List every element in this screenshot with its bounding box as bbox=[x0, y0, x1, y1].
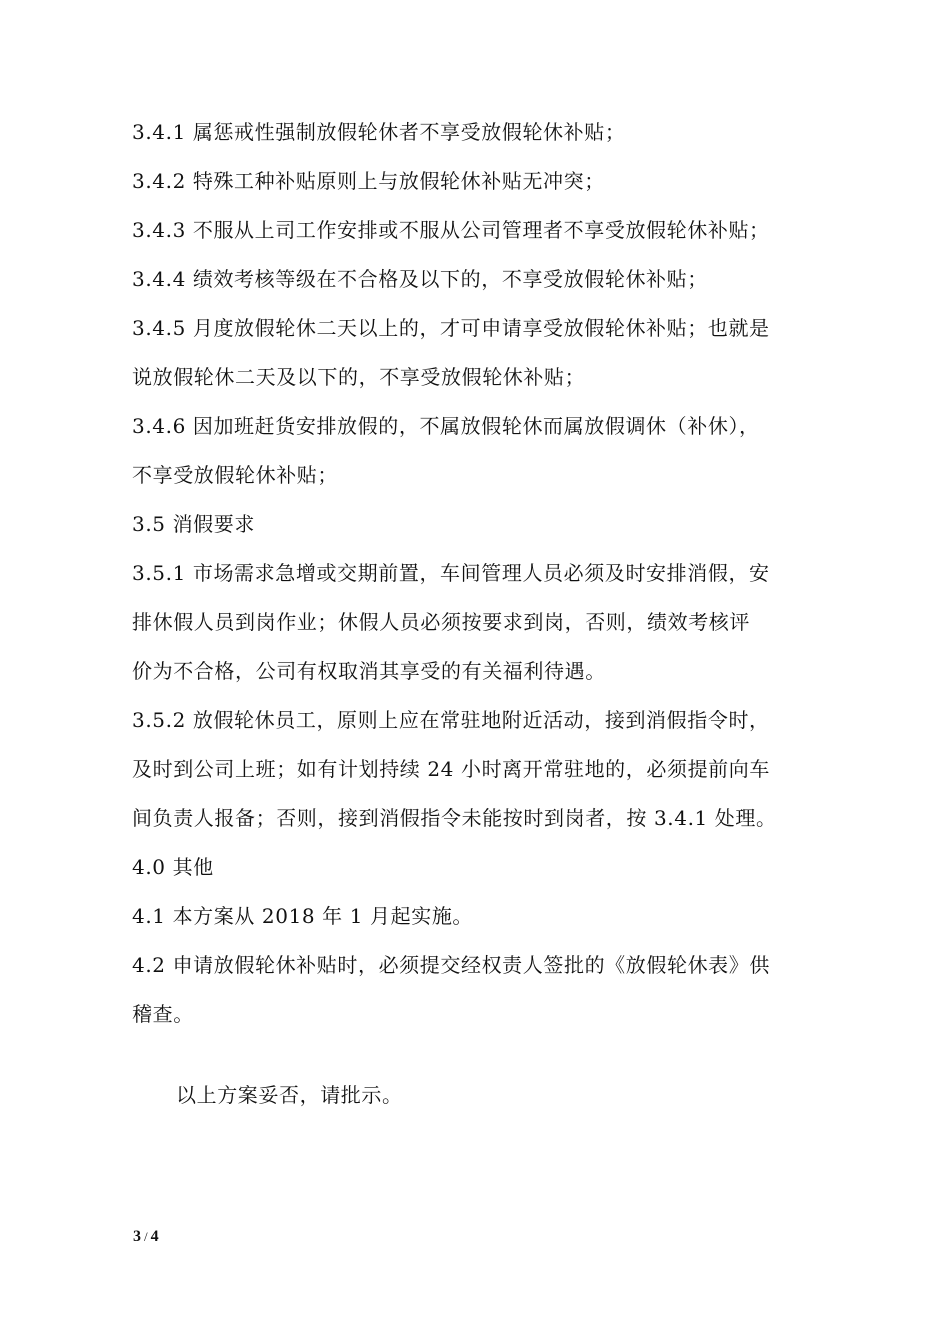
text-line: 3.5.1 市场需求急增或交期前置，车间管理人员必须及时安排消假，安 bbox=[132, 561, 770, 585]
text-line: 4.2 申请放假轮休补贴时，必须提交经权责人签批的《放假轮休表》供 bbox=[132, 953, 770, 977]
page-current: 3 bbox=[133, 1228, 141, 1245]
page-total: 4 bbox=[150, 1228, 159, 1245]
text-line: 不享受放假轮休补贴； bbox=[132, 463, 338, 487]
text-line: 3.4.3 不服从上司工作安排或不服从公司管理者不享受放假轮休补贴； bbox=[132, 218, 770, 242]
text-line: 3.4.5 月度放假轮休二天以上的，才可申请享受放假轮休补贴；也就是 bbox=[132, 316, 770, 340]
text-line: 3.4.6 因加班赶货安排放假的，不属放假轮休而属放假调休（补休）， bbox=[132, 414, 760, 438]
text-line: 及时到公司上班；如有计划持续 24 小时离开常驻地的，必须提前向车 bbox=[132, 757, 770, 781]
text-line: 3.5.2 放假轮休员工，原则上应在常驻地附近活动，接到消假指令时， bbox=[132, 708, 770, 732]
closing-remark: 以上方案妥否，请批示。 bbox=[176, 1083, 403, 1107]
page-separator: / bbox=[144, 1229, 148, 1244]
section-heading: 4.0 其他 bbox=[132, 855, 214, 879]
text-line: 说放假轮休二天及以下的，不享受放假轮休补贴； bbox=[132, 365, 586, 389]
text-line: 3.4.2 特殊工种补贴原则上与放假轮休补贴无冲突； bbox=[132, 169, 605, 193]
text-line: 排休假人员到岗作业；休假人员必须按要求到岗，否则，绩效考核评 bbox=[132, 610, 750, 634]
text-line: 3.4.4 绩效考核等级在不合格及以下的，不享受放假轮休补贴； bbox=[132, 267, 708, 291]
text-line: 价为不合格，公司有权取消其享受的有关福利待遇。 bbox=[132, 659, 606, 683]
text-line: 3.4.1 属惩戒性强制放假轮休者不享受放假轮休补贴； bbox=[132, 120, 626, 144]
section-heading: 3.5 消假要求 bbox=[132, 512, 255, 536]
text-line: 间负责人报备；否则，接到消假指令未能按时到岗者，按 3.4.1 处理。 bbox=[132, 806, 777, 830]
document-body bbox=[132, 108, 832, 1120]
text-line: 稽查。 bbox=[132, 1002, 194, 1026]
text-line: 4.1 本方案从 2018 年 1 月起实施。 bbox=[132, 904, 474, 928]
page-number bbox=[133, 1228, 159, 1246]
